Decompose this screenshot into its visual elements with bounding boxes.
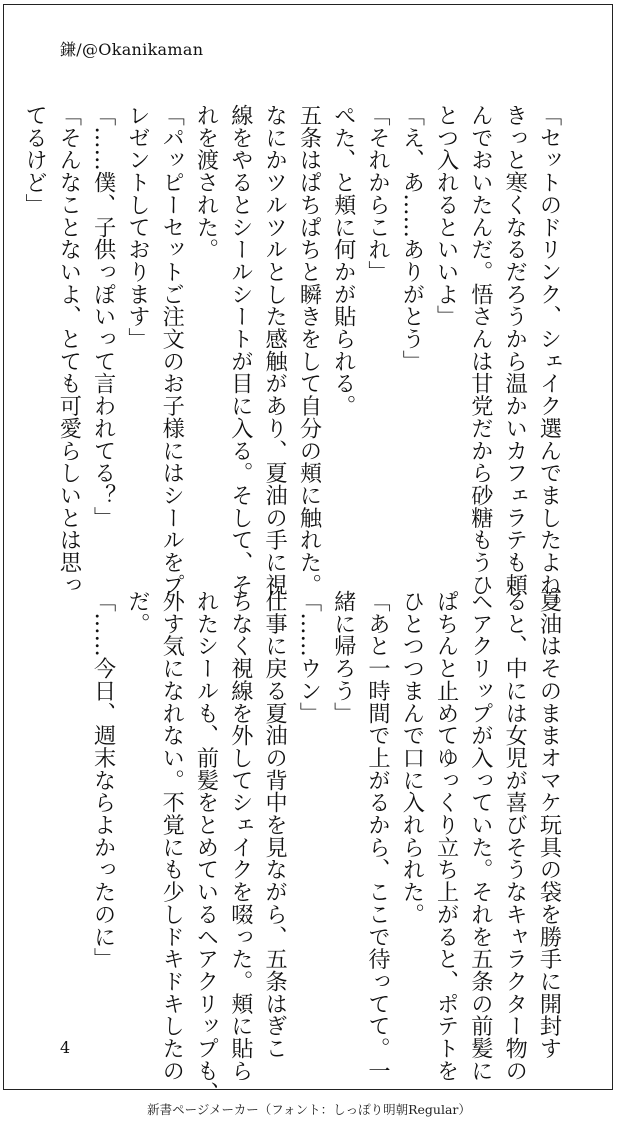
text-line: だ。: [124, 590, 151, 635]
text-line: 五条はぱちぱちと瞬きをして自分の頬に触れた。: [295, 104, 322, 596]
author-credit: 鎌/@Okanikaman: [60, 40, 204, 59]
text-line: ぱちんと止めてゆっくり立ち上がると、ポテトを: [433, 590, 460, 1082]
text-line: 線をやるとシールシートが目に入る。そして、そ: [227, 104, 254, 596]
text-line: 緒に帰ろう」: [330, 590, 357, 725]
text-line: 「……今日、週末ならよかったのに」: [90, 590, 117, 970]
text-line: ヘアクリップが入っていた。それを五条の前髪に: [467, 590, 494, 1082]
text-line: ぺた、と頬に何かが貼られる。: [330, 104, 357, 417]
text-line: 「……ウン」: [295, 590, 322, 725]
text-line: れたシールも、前髪をとめているヘアクリップも、: [193, 590, 220, 1105]
text-line: きっと寒くなるだろうから温かいカフェラテも頼: [501, 104, 528, 596]
text-line: 「そんなことないよ、とても可愛らしいとは思っ: [55, 104, 82, 596]
text-line: 「あと一時間で上がるから、ここで待ってて。一: [364, 590, 391, 1082]
text-line: 夏油はそのままオマケ玩具の袋を勝手に開封す: [536, 590, 562, 1060]
text-line: 「セットのドリンク、シェイク選んでましたよね。: [536, 104, 562, 619]
text-line: れを渡された。: [193, 104, 220, 261]
text-line: 仕事に戻る夏油の背中を見ながら、五条はぎこ: [261, 590, 288, 1060]
text-line: 「え、あ……ありがとう」: [398, 104, 425, 373]
text-line: ると、中には女児が喜びそうなキャラクター物の: [501, 590, 528, 1082]
text-line: 外す気になれない。不覚にも少しドキドキしたの: [158, 590, 185, 1082]
page-number: 4: [60, 1038, 71, 1057]
generator-footer: 新書ページメーカー（フォント：しっぽり明朝Regular）: [147, 1102, 471, 1117]
text-line: 「パッピーセットご注文のお子様にはシールをプ: [158, 104, 185, 596]
text-line: とつ入れるといいよ」: [433, 104, 460, 328]
text-line: ちなく視線を外してシェイクを啜った。頬に貼ら: [227, 590, 254, 1082]
text-line: レゼントしております」: [124, 104, 151, 350]
text-line: んでおいたんだ。悟さんは甘党だから砂糖もうひ: [467, 104, 494, 596]
text-line: 「……僕、子供っぽいって言われてる？」: [90, 104, 117, 529]
text-line: てるけど」: [21, 104, 48, 216]
book-page: [3, 4, 613, 1105]
text-line: ひとつつまんで口に入れられた。: [398, 590, 425, 926]
upper-text-block: [17, 104, 566, 619]
text-line: なにかツルツルとした感触があり、夏油の手に視: [261, 104, 288, 596]
text-line: 「それからこれ」: [364, 104, 391, 283]
lower-text-block: [86, 590, 566, 1105]
